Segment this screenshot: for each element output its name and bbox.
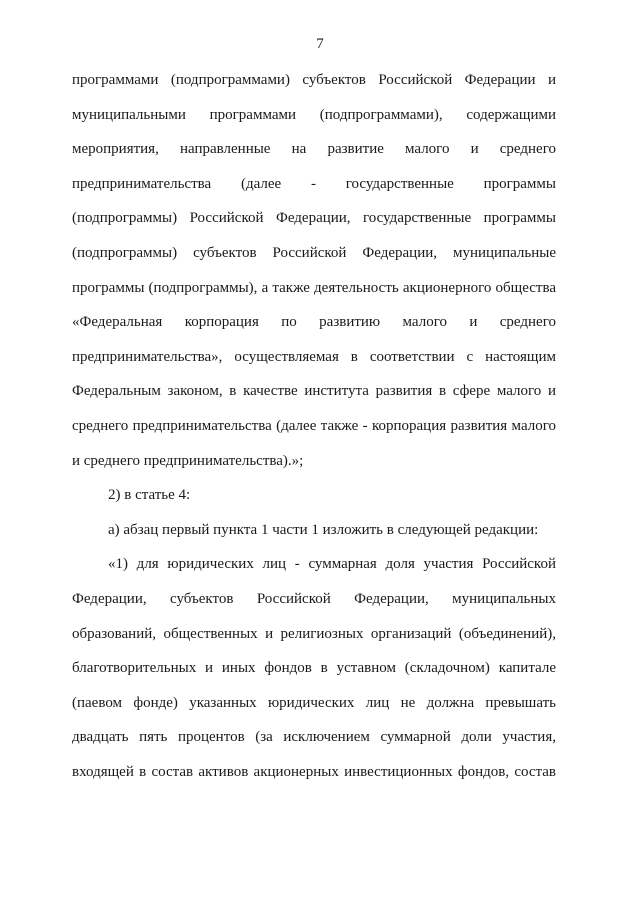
text-line: программами (подпрограммами) субъектов Российской Федерации и [72,72,556,88]
text-line: Федерации, субъектов Российской Федерации, муниципальных [72,590,556,607]
document-body [72,68,556,794]
text-line: 2) в статье 4: [108,487,191,504]
text-line: образований, общественных и религиозных организаций (объединений), [72,625,556,642]
text-line: благотворительных и иных фондов в уставном (складочном) капитале [72,660,556,677]
text-line: (подпрограммы) Российской Федерации, государственные программы [72,210,556,227]
text-line: мероприятия, направленные на развитие малого и среднего [72,141,556,158]
text-line: «1) для юридических лиц - суммарная доля участия Российской [108,556,556,573]
text-line: входящей в состав активов акционерных инвестиционных фондов, состав [72,763,556,780]
text-line: и среднего предпринимательства).»; [72,452,304,469]
page-number: 7 [316,36,324,52]
text-line: программы (подпрограммы), а также деятельность акционерного общества [72,279,556,296]
text-line: предпринимательства (далее - государственные программы [72,175,556,192]
text-line: а) абзац первый пункта 1 части 1 изложить в следующей редакции: [108,521,539,538]
text-line: предпринимательства», осуществляемая в соответствии с настоящим [72,348,556,365]
text-line: Федеральным законом, в качестве института развития в сфере малого и [72,383,556,400]
text-line: «Федеральная корпорация по развитию малого и среднего [72,314,556,331]
text-line: (подпрограммы) субъектов Российской Федерации, муниципальные [72,244,556,261]
text-line: двадцать пять процентов (за исключением суммарной доли участия, [72,729,556,746]
text-line: (паевом фонде) указанных юридических лиц не должна превышать [72,694,556,711]
text-line: среднего предпринимательства (далее также - корпорация развития малого [72,417,556,434]
text-line: муниципальными программами (подпрограммами), содержащими [72,106,556,123]
